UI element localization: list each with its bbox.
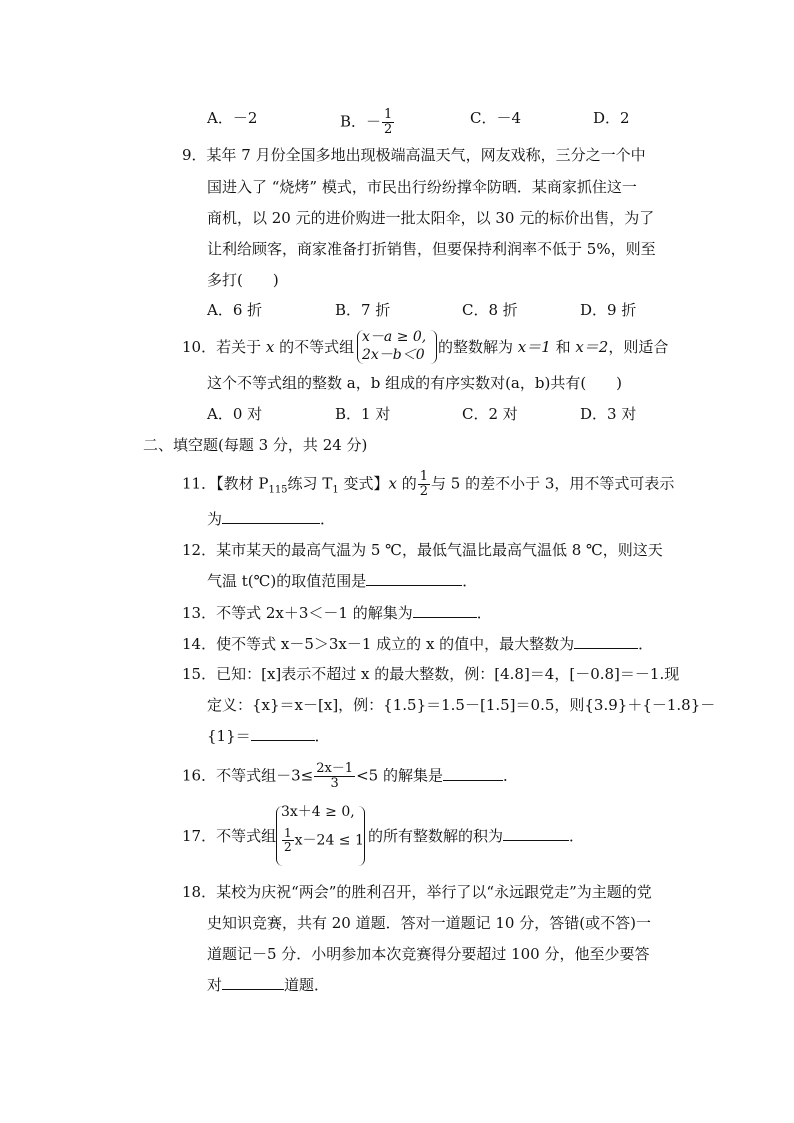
q10-suffix: 的整数解为 x＝1 和 x＝2，则适合	[438, 338, 669, 356]
q10-option-a: A．0 对	[207, 405, 263, 423]
q14: 14．使不等式 x－5＞3x－1 成立的 x 的值中，最大整数为 ．	[182, 635, 654, 653]
q10-system-line-1: x－a ≥ 0,	[362, 329, 427, 345]
q12-line-1: 12．某市某天的最高气温为 5 ℃，最低气温比最高气温低 8 ℃，则这天	[182, 541, 663, 559]
q10-prefix: 10．若关于 x 的不等式组	[182, 338, 355, 356]
q10-option-b: B．1 对	[335, 405, 391, 423]
q18-line-4: 对 道题．	[207, 976, 330, 994]
q9-line-4: 让利给顾客，商家准备打折销售，但要保持利润率不低于 5%，则至	[207, 240, 656, 258]
q8-option-a: A．－2	[207, 109, 258, 127]
q17-suffix: 的所有整数解的积为 ．	[368, 827, 585, 845]
q18-line-1: 18．某校为庆祝“两会”的胜利召开，举行了以“永远跟党走”为主题的党	[182, 883, 652, 901]
q11-line-2: 为 ．	[207, 510, 336, 528]
q16-answer-blank[interactable]	[443, 766, 503, 781]
q16-fraction: $\frac{2x-1}{3}$	[316, 761, 354, 791]
q9-option-b: B．7 折	[335, 301, 391, 319]
q9-line-3: 商机，以 20 元的进价购进一批太阳伞，以 30 元的标价出售，为了	[207, 209, 655, 227]
q17-fraction: $\frac{1}{2}$	[284, 826, 292, 854]
q8-option-d: D．2	[593, 109, 630, 127]
q11-line-1: 11．【教材 $P_{115}$练习 $T_1$ 变式】x 的 $\frac{1}{2}$ 与 5 的差不小于 3，用不等式可表示	[182, 469, 675, 499]
q15-answer-blank[interactable]	[251, 726, 315, 741]
q8-option-c: C．－4	[470, 109, 522, 127]
q8-option-b	[340, 108, 395, 137]
q13: 13．不等式 2x＋3＜－1 的解集为 ．	[182, 604, 492, 622]
q10-option-d: D．3 对	[580, 405, 637, 423]
q16: 16．不等式组－3≤ $\frac{2x-1}{3}$ <5 的解集是 ．	[182, 761, 518, 791]
q9-line-1: 9．某年 7 月份全国多地出现极端高温天气，网友戏称，三分之一个中	[182, 146, 646, 164]
q9-option-d: D．9 折	[580, 301, 637, 319]
section-2-heading: 二、填空题(每题 3 分，共 24 分)	[143, 436, 368, 454]
q14-answer-blank[interactable]	[574, 634, 638, 649]
q17-system-line-2: $\frac{1}{2}$ x－24 ≤ 1	[284, 826, 364, 854]
q17-brace-right	[358, 806, 365, 866]
q18-answer-blank[interactable]	[222, 975, 284, 990]
q15-line-3: {1}＝ ．	[207, 727, 330, 745]
q15-line-2: 定义：{x}＝x－[x]，例：{1.5}＝1.5－[1.5]＝0.5，则{3.9}＋{－1.8}－	[207, 696, 716, 714]
q10-line-2: 这个不等式组的整数 a，b 组成的有序实数对(a，b)共有( )	[207, 374, 623, 392]
q17-prefix: 17．不等式组	[182, 827, 277, 845]
q10-option-c: C．2 对	[462, 405, 518, 423]
q10-system-line-2: 2x－b＜0	[362, 347, 425, 363]
q17-answer-blank[interactable]	[503, 826, 569, 841]
q9-option-a: A．6 折	[207, 301, 263, 319]
q17-system-line-1: 3x＋4 ≥ 0,	[281, 804, 355, 820]
q18-line-2: 史知识竞赛，共有 20 道题．答对一道题记 10 分，答错(或不答)一	[207, 914, 651, 932]
q15-line-1: 15．已知：[x]表示不超过 x 的最大整数，例：[4.8]＝4，[－0.8]＝－1.现	[182, 665, 680, 683]
q10-brace-right	[430, 330, 437, 364]
q11-answer-blank[interactable]	[222, 509, 320, 524]
q9-line-5: 多打( )	[207, 271, 279, 289]
q18-line-3: 道题记－5 分．小明参加本次竞赛得分要超过 100 分，他至少要答	[207, 945, 650, 963]
q12-line-2: 气温 t(℃)的取值范围是 ．	[207, 572, 478, 590]
q13-answer-blank[interactable]	[413, 603, 477, 618]
q9-option-c: C．8 折	[462, 301, 518, 319]
q12-answer-blank[interactable]	[366, 571, 462, 586]
q9-line-2: 国进入了 “烧烤” 模式，市民出行纷纷撑伞防晒．某商家抓住这一	[207, 178, 637, 196]
q8-option-b-fraction: $\frac{1}{2}$	[384, 107, 393, 137]
q11-fraction: $\frac{1}{2}$	[419, 469, 429, 499]
q8-option-b-label: B．－	[340, 112, 382, 131]
